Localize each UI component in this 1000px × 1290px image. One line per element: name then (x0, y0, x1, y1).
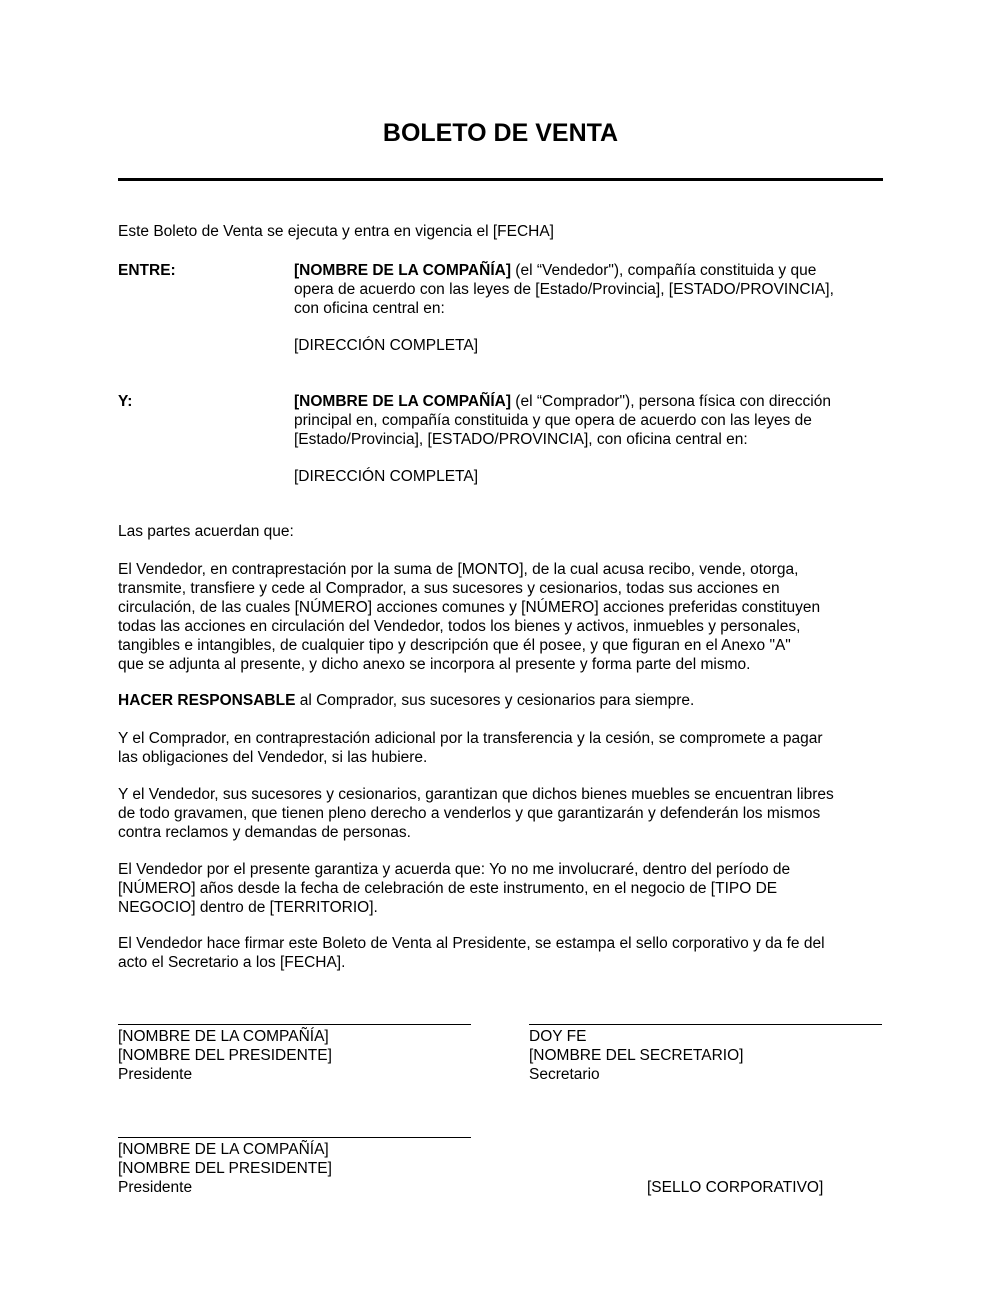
clause-line: Y el Vendedor, sus sucesores y cesionarios, garantizan que dichos bienes muebles se encuentran libres (118, 786, 834, 803)
party-body (294, 261, 874, 355)
signature-line[interactable] (529, 1024, 882, 1025)
signature-company: [NOMBRE DE LA COMPAÑÍA] (118, 1028, 329, 1045)
party-description (294, 261, 874, 318)
clause-line: El Vendedor hace firmar este Boleto de Venta al Presidente, se estampa el sello corporativo y da fe del (118, 935, 825, 952)
signature-attestation: DOY FE (529, 1028, 587, 1045)
party-company-name: [NOMBRE DE LA COMPAÑÍA] (294, 393, 511, 410)
signature-block-secretary (529, 1024, 882, 1084)
signature-name: [NOMBRE DEL SECRETARIO] (529, 1047, 744, 1064)
clause-line: las obligaciones del Vendedor, si las hubiere. (118, 749, 428, 766)
party-description-line: [Estado/Provincia], [ESTADO/PROVINCIA], con oficina central en: (294, 431, 748, 448)
party-description-line: con oficina central en: (294, 300, 445, 317)
signature-block-president (118, 1024, 471, 1084)
party-label: Y: (118, 393, 133, 410)
title-divider (118, 178, 883, 181)
clause-responsible (118, 691, 883, 710)
signature-name: [NOMBRE DEL PRESIDENTE] (118, 1160, 332, 1177)
clause-execution (118, 934, 883, 972)
clause-line: Y el Comprador, en contraprestación adicional por la transferencia y la cesión, se compromete a pagar (118, 730, 823, 747)
clause-line: transmite, transfiere y cede al Comprador, a sus sucesores y cesionarios, todas sus acciones en (118, 580, 780, 597)
document-title: BOLETO DE VENTA (382, 119, 619, 147)
clause-warranty (118, 785, 883, 842)
clause-line: contra reclamos y demandas de personas. (118, 824, 411, 841)
party-description-line: principal en, compañía constituida y que opera de acuerdo con las leyes de (294, 412, 812, 429)
clause-line: El Vendedor, en contraprestación por la suma de [MONTO], de la cual acusa recibo, vende, otorga, (118, 561, 799, 578)
signature-role: Secretario (529, 1066, 600, 1083)
corporate-seal-placeholder: [SELLO CORPORATIVO] (647, 1179, 824, 1196)
party-address: [DIRECCIÓN COMPLETA] (294, 337, 479, 354)
signature-line[interactable] (118, 1137, 471, 1138)
clause-bold-lead: HACER RESPONSABLE (118, 692, 296, 709)
clause-line: [NÚMERO] años desde la fecha de celebración de este instrumento, en el negocio de [TIPO DE (118, 880, 778, 897)
signature-block-president-2 (118, 1137, 471, 1197)
clause-sale (118, 560, 883, 674)
clause-non-compete (118, 860, 883, 917)
clause-line: al Comprador, sus sucesores y cesionarios para siempre. (295, 692, 695, 709)
intro-paragraph: Este Boleto de Venta se ejecuta y entra en vigencia el [FECHA] (118, 223, 554, 240)
party-company-name: [NOMBRE DE LA COMPAÑÍA] (294, 262, 511, 279)
clause-obligations (118, 729, 883, 767)
signature-company: [NOMBRE DE LA COMPAÑÍA] (118, 1141, 329, 1158)
clause-line: todas las acciones en circulación del Vendedor, todos los bienes y activos, inmuebles y personales, (118, 618, 801, 635)
party-body (294, 392, 874, 486)
clause-line: El Vendedor por el presente garantiza y acuerda que: Yo no me involucraré, dentro del período de (118, 861, 791, 878)
party-description-line: (el “Comprador"), persona física con dirección (511, 393, 831, 410)
party-description (294, 392, 874, 449)
signature-role: Presidente (118, 1179, 193, 1196)
party-label: ENTRE: (118, 262, 176, 279)
clause-line: acto el Secretario a los [FECHA]. (118, 954, 346, 971)
clause-line: NEGOCIO] dentro de [TERRITORIO]. (118, 899, 378, 916)
agreement-intro: Las partes acuerdan que: (118, 523, 294, 540)
party-description-line: opera de acuerdo con las leyes de [Estado/Provincia], [ESTADO/PROVINCIA], (294, 281, 834, 298)
clause-line: de todo gravamen, que tienen pleno derecho a venderlos y que garantizarán y defenderán los mismos (118, 805, 821, 822)
clause-line: circulación, de las cuales [NÚMERO] acciones comunes y [NÚMERO] acciones preferidas constituyen (118, 599, 821, 616)
signature-line[interactable] (118, 1024, 471, 1025)
signature-role: Presidente (118, 1066, 193, 1083)
party-address: [DIRECCIÓN COMPLETA] (294, 468, 479, 485)
clause-line: tangibles e intangibles, de cualquier tipo y descripción que él posee, y que figuran en el Anexo "A" (118, 637, 791, 654)
party-description-line: (el “Vendedor"), compañía constituida y que (511, 262, 817, 279)
signature-name: [NOMBRE DEL PRESIDENTE] (118, 1047, 332, 1064)
clause-line: que se adjunta al presente, y dicho anexo se incorpora al presente y forma parte del mismo. (118, 656, 751, 673)
